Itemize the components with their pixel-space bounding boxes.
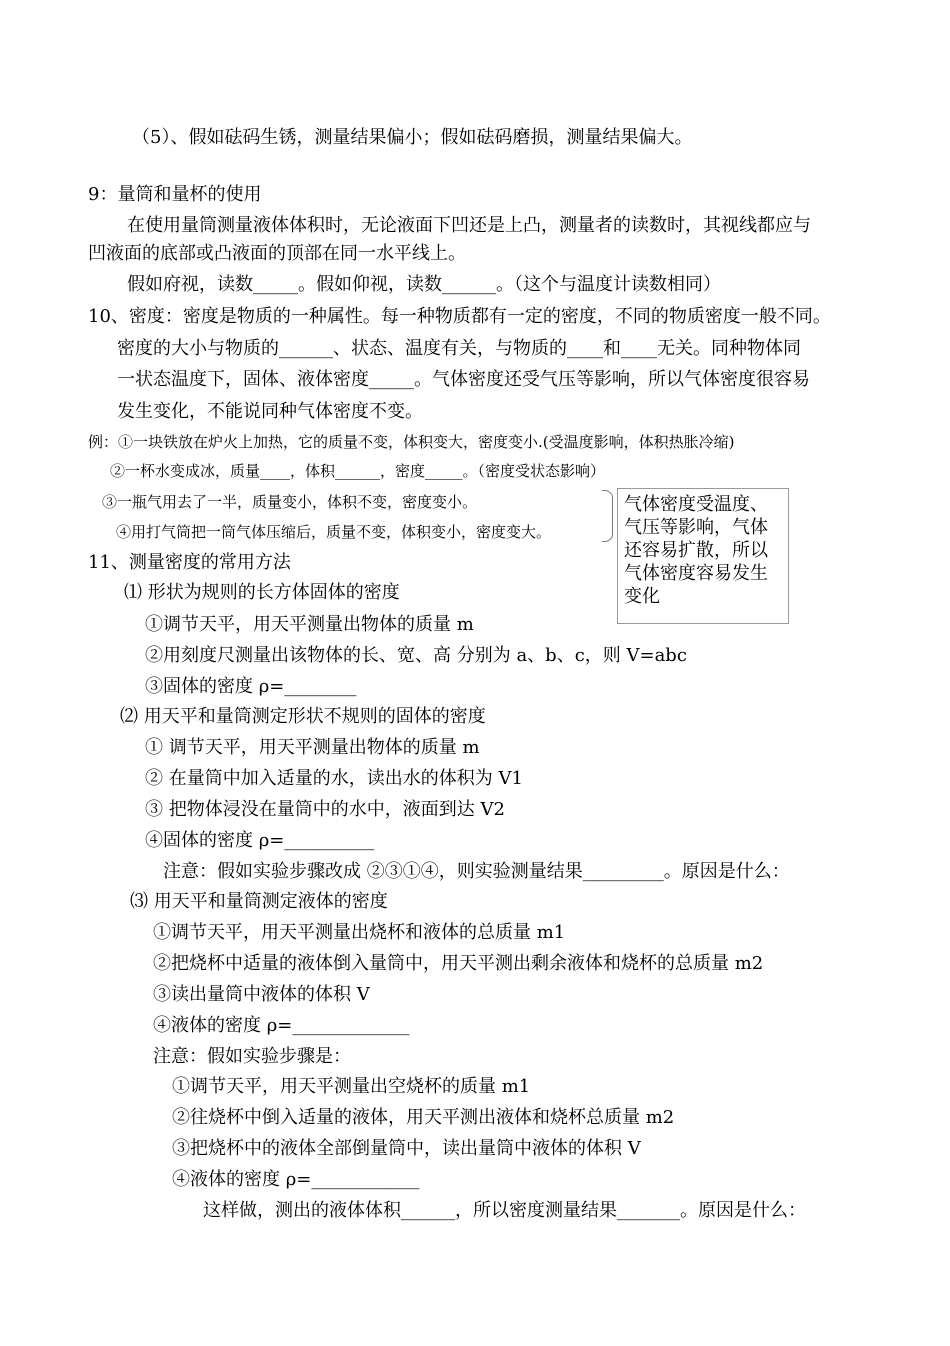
text-line-3: 在使用量筒测量液体体积时，无论液面下凹还是上凸，测量者的读数时，其视线都应与 <box>127 215 811 236</box>
example-2: ②一杯水变成冰，质量____，体积______，密度_____。（密度受状态影响） <box>110 462 606 480</box>
text-line-34: ④液体的密度 ρ=____________ <box>172 1169 420 1190</box>
text-line-22: ③ 把物体浸没在量筒中的水中，液面到达 V2 <box>145 799 505 820</box>
text-line-26: ①调节天平，用天平测量出烧杯和液体的总质量 m1 <box>153 922 566 943</box>
text-line-23: ④固体的密度 ρ=__________ <box>145 830 375 851</box>
text-line-24: 注意：假如实验步骤改成 ②③①④，则实验测量结果_________。原因是什么： <box>163 861 790 882</box>
section-10-heading: 10、密度：密度是物质的一种属性。每一种物质都有一定的密度，不同的物质密度一般不同。 <box>88 306 831 327</box>
text-line-29: ④液体的密度 ρ=_____________ <box>153 1015 410 1036</box>
text-line-16: ①调节天平，用天平测量出物体的质量 m <box>145 614 474 635</box>
callout-box: 气体密度受温度、气压等影响，气体还容易扩散，所以气体密度容易发生变化 <box>617 488 789 624</box>
text-line-7: 密度的大小与物质的______、状态、温度有关，与物质的____和____无关。同种物体同 <box>117 338 801 359</box>
example-1: 例：①一块铁放在炉火上加热，它的质量不变，体积变大，密度变小.(受温度影响，体积热胀冷缩) <box>88 433 735 451</box>
callout-brace <box>602 490 613 542</box>
text-line-30: 注意：假如实验步骤是： <box>153 1046 351 1067</box>
text-line-17: ②用刻度尺测量出该物体的长、宽、高 分别为 a、b、c，则 V=abc <box>145 645 687 666</box>
section-11-heading: 11、测量密度的常用方法 <box>88 552 291 573</box>
text-line-28: ③读出量筒中液体的体积 V <box>153 984 370 1005</box>
text-line-21: ② 在量筒中加入适量的水，读出水的体积为 V1 <box>145 768 523 789</box>
text-line-27: ②把烧杯中适量的液体倒入量筒中，用天平测出剩余液体和烧杯的总质量 m2 <box>153 953 764 974</box>
text-line-9: 发生变化，不能说同种气体密度不变。 <box>117 401 423 422</box>
text-line-8: 一状态温度下，固体、液体密度_____。气体密度还受气压等影响，所以气体密度很容易 <box>117 369 810 390</box>
method-1-heading: ⑴ 形状为规则的长方体固体的密度 <box>124 582 400 603</box>
text-line-32: ②往烧杯中倒入适量的液体，用天平测出液体和烧杯总质量 m2 <box>172 1107 675 1128</box>
section-9-heading: 9：量筒和量杯的使用 <box>88 184 262 205</box>
example-3: ③一瓶气用去了一半，质量变小，体积不变，密度变小。 <box>102 493 478 511</box>
text-line-35: 这样做，测出的液体体积______，所以密度测量结果_______。原因是什么： <box>203 1200 806 1221</box>
text-line-18: ③固体的密度 ρ=________ <box>145 676 357 697</box>
text-line-20: ① 调节天平，用天平测量出物体的质量 m <box>145 737 480 758</box>
method-3-heading: ⑶ 用天平和量筒测定液体的密度 <box>130 891 388 912</box>
text-line-33: ③把烧杯中的液体全部倒量筒中，读出量筒中液体的体积 V <box>172 1138 641 1159</box>
example-4: ④用打气筒把一筒气体压缩后，质量不变，体积变小，密度变大。 <box>116 523 552 541</box>
text-line-5: 假如府视，读数_____。假如仰视，读数______。（这个与温度计读数相同） <box>127 274 721 295</box>
text-line-31: ①调节天平，用天平测量出空烧杯的质量 m1 <box>172 1076 531 1097</box>
text-line-4: 凹液面的底部或凸液面的顶部在同一水平线上。 <box>88 243 466 264</box>
text-line-1: （5）、假如砝码生锈，测量结果偏小；假如砝码磨损，测量结果偏大。 <box>132 127 693 148</box>
method-2-heading: ⑵ 用天平和量筒测定形状不规则的固体的密度 <box>120 706 486 727</box>
